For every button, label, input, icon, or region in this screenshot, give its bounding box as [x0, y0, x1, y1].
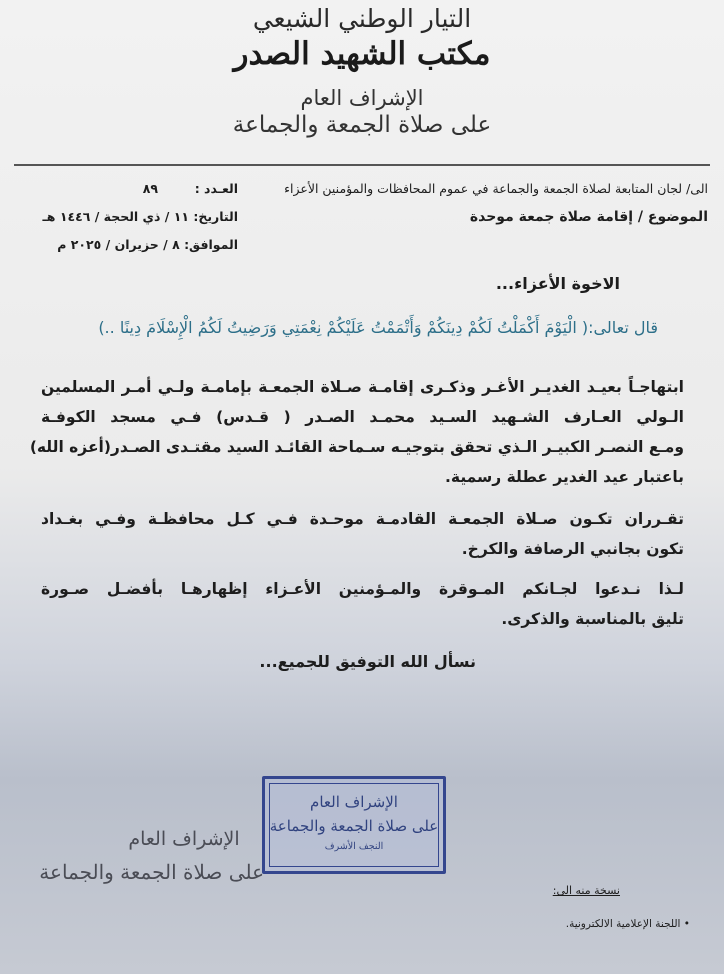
letterhead-organization: التيار الوطني الشيعي	[252, 4, 472, 33]
header-divider	[14, 164, 710, 166]
reference-date-label: التاريخ:	[193, 209, 238, 224]
reference-gregorian-value: ٨ / حزيران / ٢٠٢٥ م	[57, 237, 180, 252]
body-p1-line3: ومـع النصـر الكبيـر الـذي تحقق بتوجيـه سـماحة القائـد السيد مقتـدى الصـدر(أعزه الله)	[29, 438, 684, 456]
body-p1-line1: ابتهاجـاً بعيـد الغديـر الأغـر وذكـرى إقامـة صـلاة الجمعـة بإمامـة ولـي أمـر المسلمين	[41, 378, 684, 396]
stamp-line2: على صلاة الجمعة والجماعة	[269, 817, 439, 835]
closing-line: نسأل الله التوفيق للجميع...	[259, 652, 476, 671]
copies-item	[566, 918, 690, 930]
reference-number-label: العـدد :	[194, 181, 238, 196]
bullet-icon: •	[683, 918, 690, 930]
reference-date-value: ١١ / ذي الحجة / ١٤٤٦ هـ	[42, 209, 189, 224]
stamp-line3: النجف الأشرف	[324, 841, 384, 852]
body-p3-line1: لـذا نـدعوا لجـانكم المـوقرة والمـؤمنين الأعـزاء إظهارهـا بأفضـل صـورة	[41, 580, 684, 598]
body-p2-line2: تكون بجانبي الرصافة والكرخ.	[461, 540, 684, 558]
body-p1-line4: باعتبار عيد الغدير عطلة رسمية.	[445, 468, 684, 486]
letterhead-supervision: الإشراف العام	[300, 86, 424, 110]
stamp-line1: الإشراف العام	[310, 793, 398, 811]
body-p2-line1: تقـرران تكـون صـلاة الجمعـة القادمـة موحـدة فـي كـل محافظـة وفـي بغـداد	[41, 510, 684, 528]
reference-number	[143, 181, 238, 196]
copies-heading: نسخة منه الى:	[552, 884, 620, 897]
signature-line1: الإشراف العام	[128, 828, 240, 850]
copies-item-text: اللجنة الإعلامية الالكترونية.	[565, 918, 681, 930]
official-stamp	[262, 776, 446, 874]
reference-gregorian	[57, 237, 238, 252]
reference-number-value: ٨٩	[142, 181, 158, 196]
body-p1-line2: الـولي العـارف الشـهيد السـيد محمـد الصـدر ( قـدس) فـي مسجد الكوفـة	[41, 408, 684, 426]
addressee: الى/ لجان المتابعة لصلاة الجمعة والجماعة في عموم المحافظات والمؤمنين الأعزاء	[284, 181, 708, 196]
body-p3-line2: تليق بالمناسبة والذكرى.	[501, 610, 684, 628]
letterhead-office: مكتب الشهيد الصدر	[233, 36, 491, 72]
letterhead-supervision-sub: على صلاة الجمعة والجماعة	[232, 112, 492, 138]
reference-gregorian-label: الموافق:	[184, 237, 238, 252]
greeting: الاخوة الأعزاء...	[495, 274, 620, 293]
signature-line2: على صلاة الجمعة والجماعة	[39, 860, 264, 884]
subject: الموضوع / إقامة صلاة جمعة موحدة	[469, 209, 708, 225]
reference-date	[43, 209, 238, 224]
quranic-verse: قال تعالى:( الْيَوْمَ أَكْمَلْتُ لَكُمْ دِينَكُمْ وَأَتْمَمْتُ عَلَيْكُمْ نِعْمَتِي وَرَضِيتُ لَكُمُ الْإِسْلَامَ دِينًا ..)	[98, 318, 658, 337]
